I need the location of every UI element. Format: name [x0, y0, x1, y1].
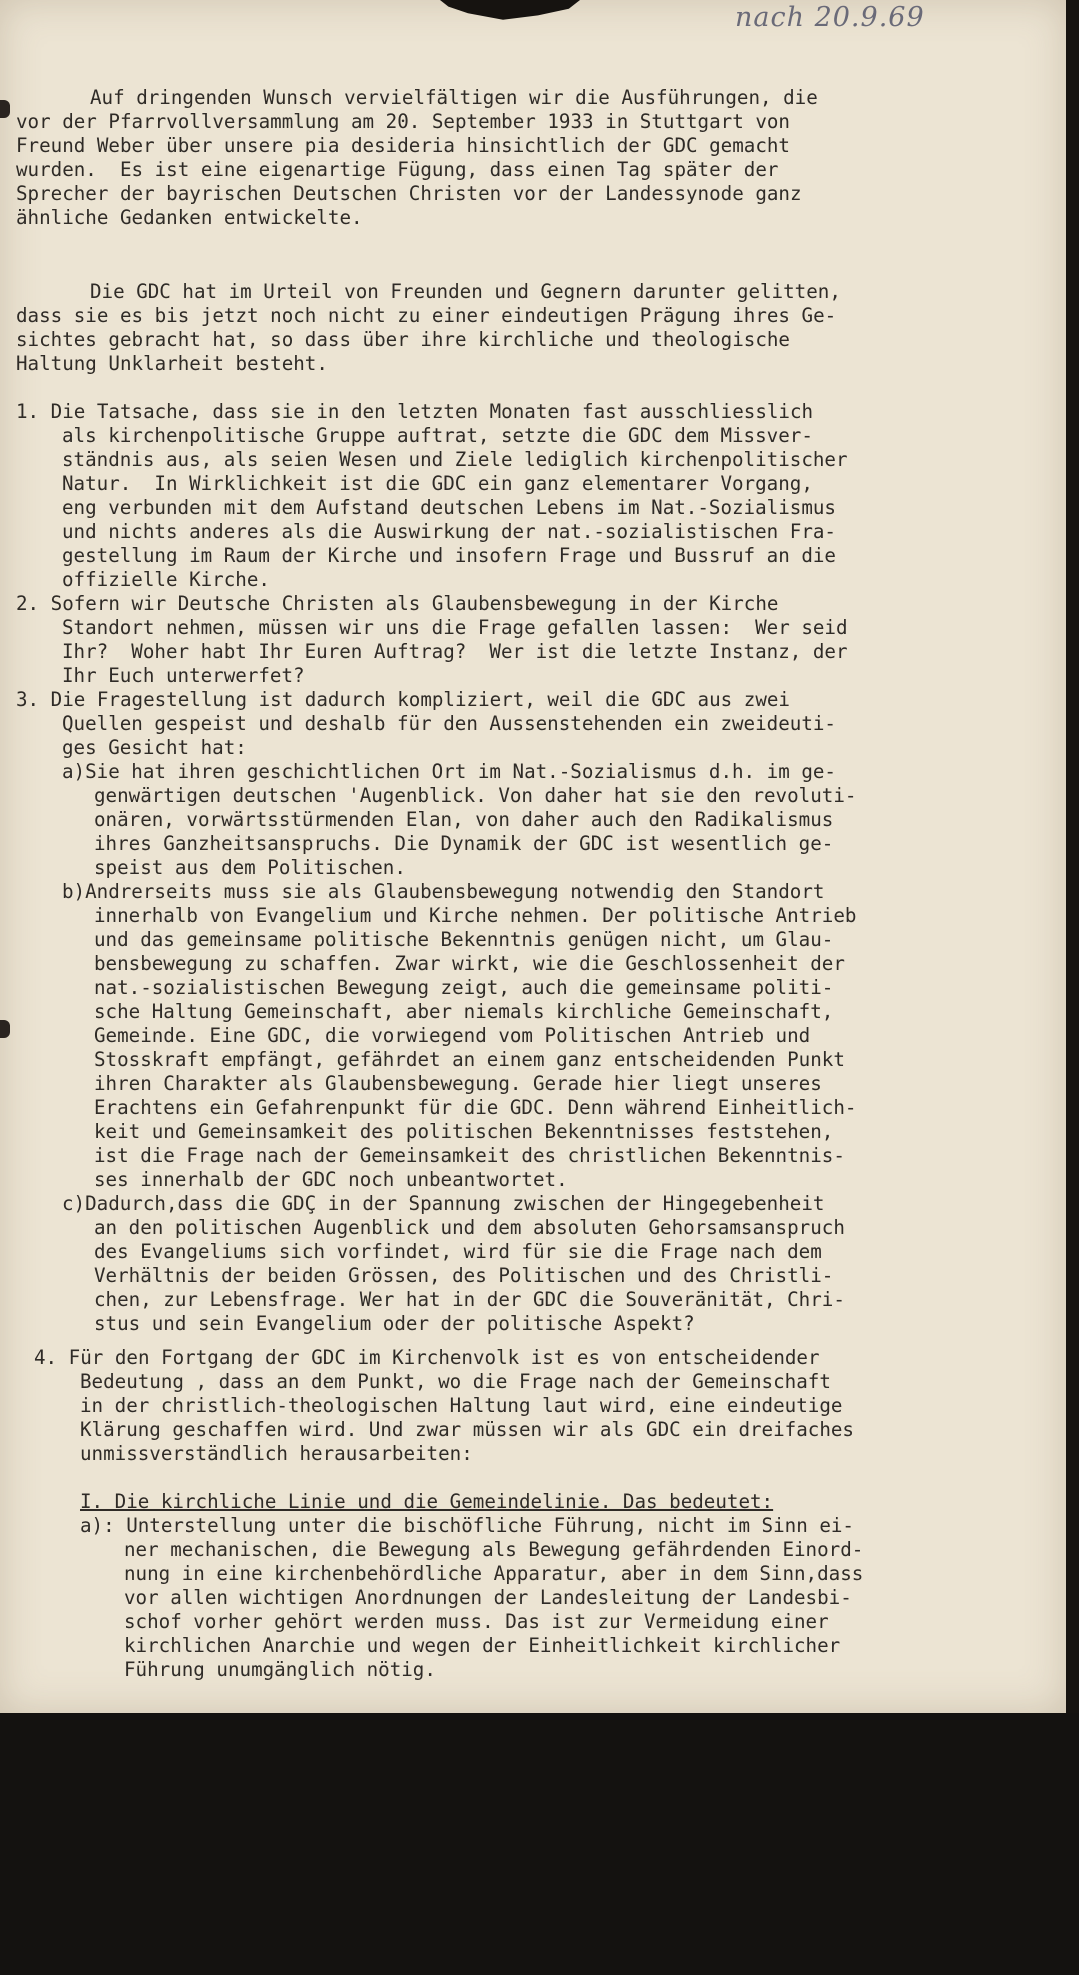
- text-line: und das gemeinsame politische Bekenntnis genügen nicht, um Glau-: [94, 928, 834, 951]
- scan-border: [1066, 0, 1079, 1713]
- text-line: nat.-sozialistischen Bewegung zeigt, auch die gemeinsame politi-: [94, 976, 834, 999]
- text-line: ähnliche Gedanken entwickelte.: [16, 206, 363, 229]
- handwritten-note: nach 20.9.69: [735, 2, 925, 33]
- text-line: ihren Charakter als Glaubensbewegung. Gerade hier liegt unseres: [94, 1072, 822, 1095]
- text-line: genwärtigen deutschen 'Augenblick. Von daher hat sie den revoluti-: [94, 784, 857, 807]
- text-line: an den politischen Augenblick und dem absoluten Gehorsamsanspruch: [94, 1216, 845, 1239]
- text-line: sche Haltung Gemeinschaft, aber niemals kirchliche Gemeinschaft,: [94, 1000, 834, 1023]
- text-line: 2. Sofern wir Deutsche Christen als Glaubensbewegung in der Kirche: [16, 592, 779, 615]
- text-line: a): Unterstellung unter die bischöfliche Führung, nicht im Sinn ei-: [80, 1514, 854, 1537]
- text-line: des Evangeliums sich vorfindet, wird für sie die Frage nach dem: [94, 1240, 822, 1263]
- text-line: innerhalb von Evangelium und Kirche nehmen. Der politische Antrieb: [94, 904, 857, 927]
- text-line: Haltung Unklarheit besteht.: [16, 352, 328, 375]
- text-line: ihres Ganzheitsanspruchs. Die Dynamik der GDC ist wesentlich ge-: [94, 832, 834, 855]
- text-line: sichtes gebracht hat, so dass über ihre kirchliche und theologische: [16, 328, 790, 351]
- text-line: Stosskraft empfängt, gefährdet an einem ganz entscheidenden Punkt: [94, 1048, 845, 1071]
- text-line: Sprecher der bayrischen Deutschen Christen vor der Landessynode ganz: [16, 182, 802, 205]
- text-line: Ihr Euch unterwerfet?: [62, 664, 305, 687]
- text-line: offizielle Kirche.: [62, 568, 270, 591]
- text-line: Quellen gespeist und deshalb für den Aussenstehenden ein zweideuti-: [62, 712, 836, 735]
- text-line: Gemeinde. Eine GDC, die vorwiegend vom Politischen Antrieb und: [94, 1024, 811, 1047]
- text-line: onären, vorwärtsstürmenden Elan, von daher auch den Radikalismus: [94, 808, 834, 831]
- text-line: keit und Gemeinsamkeit des politischen Bekenntnisses feststehen,: [94, 1120, 834, 1143]
- text-line: Führung unumgänglich nötig.: [124, 1658, 436, 1681]
- text-line: 4. Für den Fortgang der GDC im Kirchenvolk ist es von entscheidender: [34, 1346, 820, 1369]
- text-line: unmissverständlich herausarbeiten:: [80, 1442, 473, 1465]
- text-line: Standort nehmen, müssen wir uns die Frage gefallen lassen: Wer seid: [62, 616, 848, 639]
- text-line: nung in eine kirchenbehördliche Apparatur, aber in dem Sinn,dass: [124, 1562, 864, 1585]
- text-line: chen, zur Lebensfrage. Wer hat in der GDC die Souveränität, Chri-: [94, 1288, 845, 1311]
- text-line: Natur. In Wirklichkeit ist die GDC ein ganz elementarer Vorgang,: [62, 472, 813, 495]
- text-line: a)Sie hat ihren geschichtlichen Ort im Nat.-Sozialismus d.h. im ge-: [62, 760, 836, 783]
- text-line: eng verbunden mit dem Aufstand deutschen Lebens im Nat.-Sozialismus: [62, 496, 836, 519]
- text-line: ges Gesicht hat:: [62, 736, 247, 759]
- text-line: Auf dringenden Wunsch vervielfältigen wir die Ausführungen, die: [90, 86, 818, 109]
- text-line: ist die Frage nach der Gemeinsamkeit des christlichen Bekenntnis-: [94, 1144, 845, 1167]
- text-line: Die GDC hat im Urteil von Freunden und Gegnern darunter gelitten,: [90, 280, 841, 303]
- text-line: ständnis aus, als seien Wesen und Ziele lediglich kirchenpolitischer: [62, 448, 848, 471]
- section-heading: I. Die kirchliche Linie und die Gemeindelinie. Das bedeutet:: [80, 1490, 774, 1513]
- text-line: ner mechanischen, die Bewegung als Bewegung gefährdenden Einord-: [124, 1538, 864, 1561]
- text-line: 1. Die Tatsache, dass sie in den letzten Monaten fast ausschliesslich: [16, 400, 814, 423]
- text-line: ses innerhalb der GDC noch unbeantwortet.: [94, 1168, 568, 1191]
- text-line: 3. Die Fragestellung ist dadurch kompliziert, weil die GDC aus zwei: [16, 688, 790, 711]
- text-line: wurden. Es ist eine eigenartige Fügung, dass einen Tag später der: [16, 158, 779, 181]
- text-line: Bedeutung , dass an dem Punkt, wo die Frage nach der Gemeinschaft: [80, 1370, 831, 1393]
- text-line: Ihr? Woher habt Ihr Euren Auftrag? Wer ist die letzte Instanz, der: [62, 640, 848, 663]
- text-line: Klärung geschaffen wird. Und zwar müssen wir als GDC ein dreifaches: [80, 1418, 854, 1441]
- text-line: vor der Pfarrvollversammlung am 20. September 1933 in Stuttgart von: [16, 110, 790, 133]
- text-line: stus und sein Evangelium oder der politische Aspekt?: [94, 1312, 695, 1335]
- text-line: c)Dadurch,dass die GDÇ in der Spannung zwischen der Hingegebenheit: [62, 1192, 825, 1215]
- text-line: als kirchenpolitische Gruppe auftrat, setzte die GDC dem Missver-: [62, 424, 813, 447]
- text-line: kirchlichen Anarchie und wegen der Einheitlichkeit kirchlicher: [124, 1634, 841, 1657]
- text-line: gestellung im Raum der Kirche und insofern Frage und Bussruf an die: [62, 544, 836, 567]
- text-line: Verhältnis der beiden Grössen, des Politischen und des Christli-: [94, 1264, 834, 1287]
- text-line: b)Andrerseits muss sie als Glaubensbewegung notwendig den Standort: [62, 880, 825, 903]
- text-line: speist aus dem Politischen.: [94, 856, 406, 879]
- text-line: vor allen wichtigen Anordnungen der Landesleitung der Landesbi-: [124, 1586, 852, 1609]
- text-line: und nichts anderes als die Auswirkung der nat.-sozialistischen Fra-: [62, 520, 836, 543]
- text-line: in der christlich-theologischen Haltung laut wird, eine eindeutige: [80, 1394, 843, 1417]
- text-line: schof vorher gehört werden muss. Das ist zur Vermeidung einer: [124, 1610, 829, 1633]
- text-line: dass sie es bis jetzt noch nicht zu einer eindeutigen Prägung ihres Ge-: [16, 304, 837, 327]
- text-line: Erachtens ein Gefahrenpunkt für die GDC. Denn während Einheitlich-: [94, 1096, 857, 1119]
- text-line: Freund Weber über unsere pia desideria hinsichtlich der GDC gemacht: [16, 134, 790, 157]
- text-line: bensbewegung zu schaffen. Zwar wirkt, wie die Geschlossenheit der: [94, 952, 845, 975]
